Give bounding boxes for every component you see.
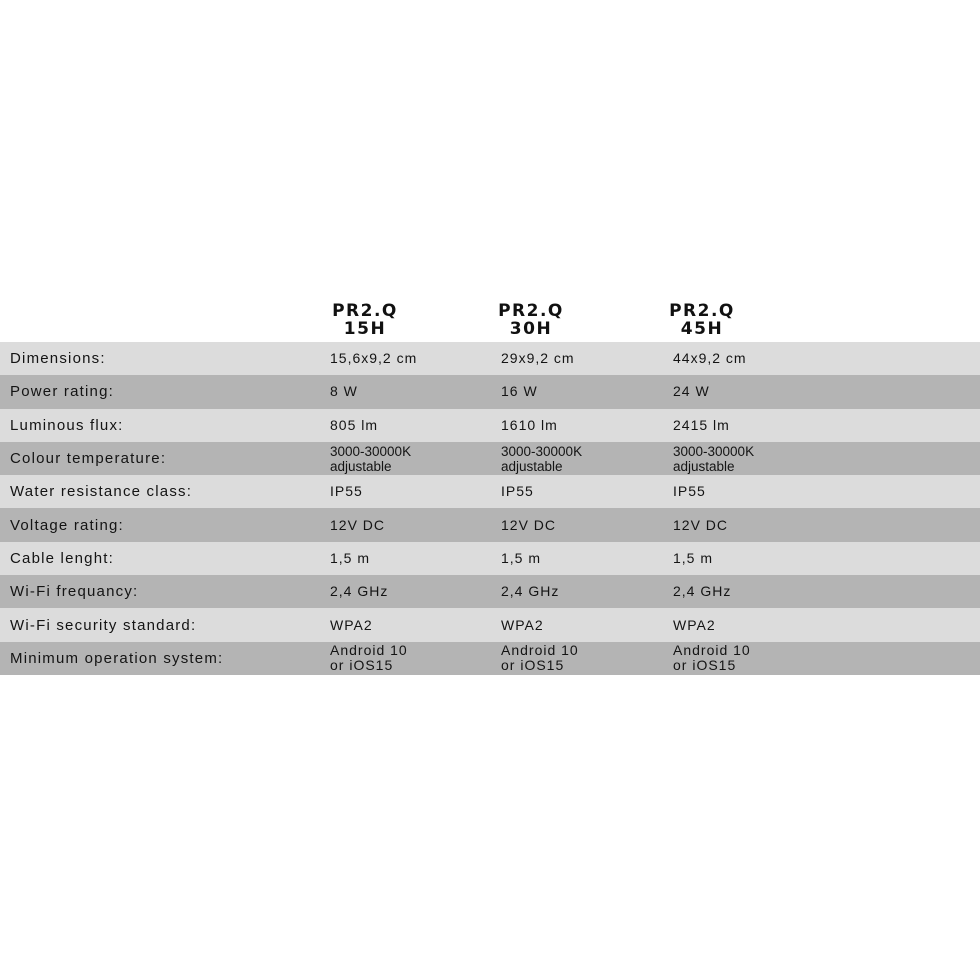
value-cell	[501, 342, 575, 375]
value-line: 1,5 m	[673, 549, 714, 566]
value-cell	[330, 442, 411, 475]
value-cell	[673, 442, 754, 475]
value-cell	[330, 575, 388, 608]
table-row	[0, 342, 980, 375]
model-header-30h	[471, 302, 591, 338]
value-cell	[673, 575, 731, 608]
value-line: 15,6x9,2 cm	[330, 350, 418, 367]
row-label: Voltage rating:	[10, 516, 124, 534]
value-line: adjustable	[501, 458, 563, 474]
value-line: 2,4 GHz	[673, 583, 732, 600]
value-cell	[501, 542, 541, 575]
value-line: adjustable	[673, 458, 735, 474]
value-line: 1,5 m	[501, 549, 542, 566]
value-cell	[330, 542, 370, 575]
value-line: 2,4 GHz	[330, 583, 389, 600]
value-line: or iOS15	[673, 657, 737, 674]
value-cell	[673, 542, 713, 575]
value-line: Android 10	[673, 642, 751, 659]
table-row	[0, 375, 980, 408]
model-header-15h	[305, 302, 425, 338]
model-variant: 45H	[680, 319, 724, 339]
value-cell	[330, 375, 358, 408]
value-cell	[501, 508, 556, 541]
table-row	[0, 642, 980, 675]
value-cell	[673, 642, 751, 675]
model-name: PR2.Q	[332, 301, 398, 321]
value-line: 12V DC	[330, 516, 386, 533]
value-cell	[330, 475, 363, 508]
value-line: 3000-30000K	[330, 443, 412, 459]
row-label: Power rating:	[10, 383, 114, 401]
value-line: adjustable	[330, 458, 392, 474]
value-line: 12V DC	[673, 516, 729, 533]
value-cell	[501, 375, 538, 408]
table-header	[0, 300, 980, 342]
value-line: Android 10	[330, 642, 408, 659]
value-line: 3000-30000K	[673, 443, 755, 459]
value-cell	[673, 475, 706, 508]
table-row	[0, 575, 980, 608]
model-variant: 30H	[509, 319, 553, 339]
value-line: 44x9,2 cm	[673, 350, 747, 367]
row-label: Colour temperature:	[10, 450, 167, 468]
table-row	[0, 475, 980, 508]
row-label: Water resistance class:	[10, 483, 193, 501]
table-row	[0, 542, 980, 575]
table-body	[0, 342, 980, 675]
table-row	[0, 442, 980, 475]
value-line: Android 10	[501, 642, 579, 659]
row-label: Dimensions:	[10, 350, 106, 368]
model-header-45h	[642, 302, 762, 338]
value-line: 1,5 m	[330, 549, 371, 566]
value-cell	[673, 608, 716, 641]
value-cell	[673, 409, 730, 442]
value-line: 24 W	[673, 383, 710, 400]
value-cell	[330, 642, 408, 675]
value-cell	[673, 375, 710, 408]
value-line: IP55	[673, 483, 706, 500]
value-line: IP55	[501, 483, 534, 500]
row-label: Minimum operation system:	[10, 649, 224, 667]
value-line: 16 W	[501, 383, 538, 400]
row-label: Wi-Fi frequancy:	[10, 583, 139, 601]
value-cell	[501, 475, 534, 508]
row-label: Cable lenght:	[10, 549, 114, 567]
value-line: 805 lm	[330, 416, 379, 433]
model-name: PR2.Q	[498, 301, 564, 321]
value-cell	[330, 508, 385, 541]
value-cell	[501, 608, 544, 641]
spec-table	[0, 300, 980, 675]
table-row	[0, 608, 980, 641]
value-cell	[501, 642, 579, 675]
row-label: Luminous flux:	[10, 416, 124, 434]
value-line: or iOS15	[330, 657, 394, 674]
value-line: WPA2	[673, 616, 716, 633]
table-row	[0, 508, 980, 541]
value-line: 8 W	[330, 383, 358, 400]
value-line: 1610 lm	[501, 416, 558, 433]
value-line: 12V DC	[501, 516, 557, 533]
value-line: 2415 lm	[673, 416, 730, 433]
value-cell	[501, 409, 558, 442]
model-variant: 15H	[343, 319, 387, 339]
value-cell	[501, 575, 559, 608]
value-line: WPA2	[501, 616, 544, 633]
value-line: IP55	[330, 483, 363, 500]
value-cell	[673, 508, 728, 541]
value-cell	[673, 342, 747, 375]
value-line: 2,4 GHz	[501, 583, 560, 600]
row-label: Wi-Fi security standard:	[10, 616, 197, 634]
value-line: WPA2	[330, 616, 373, 633]
value-cell	[330, 409, 378, 442]
value-line: or iOS15	[501, 657, 565, 674]
model-name: PR2.Q	[669, 301, 735, 321]
value-line: 29x9,2 cm	[501, 350, 575, 367]
value-line: 3000-30000K	[501, 443, 583, 459]
table-row	[0, 409, 980, 442]
value-cell	[330, 342, 417, 375]
value-cell	[330, 608, 373, 641]
value-cell	[501, 442, 582, 475]
